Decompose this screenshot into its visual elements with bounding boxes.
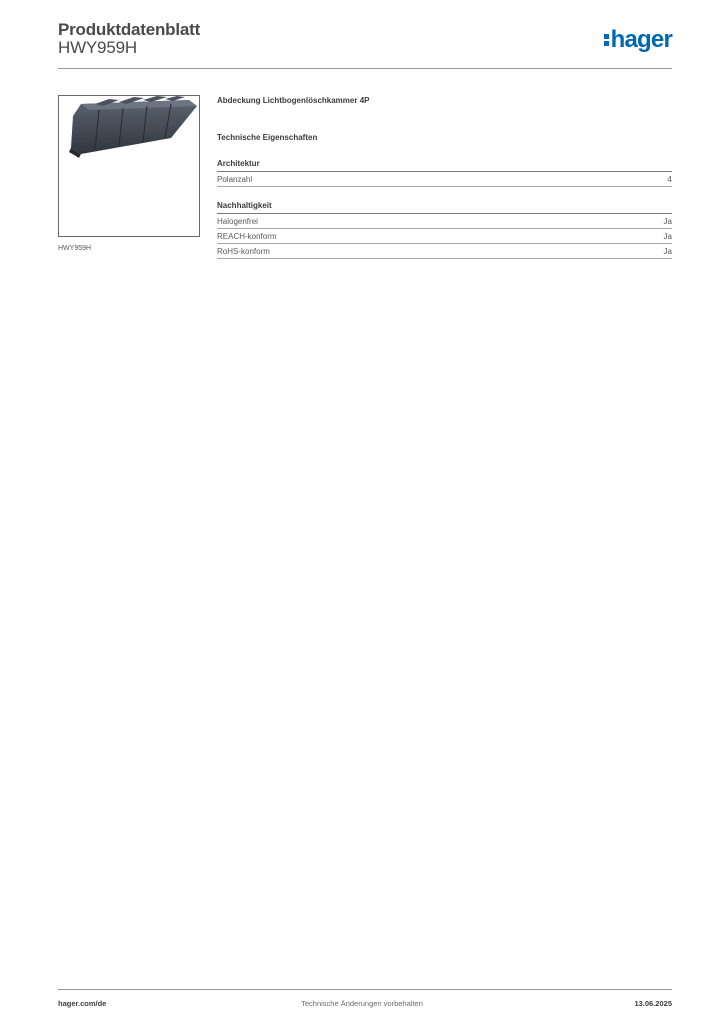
property-value: Ja [663,217,672,226]
property-label: Halogenfrei [217,217,258,226]
footer-notice: Technische Änderungen vorbehalten [301,999,423,1008]
product-code-subtitle: HWY959H [58,38,137,57]
footer-date: 13.06.2025 [634,999,672,1008]
property-label: Polanzahl [217,175,253,184]
product-image-frame [58,95,200,237]
header-divider [58,68,672,69]
hager-logo [604,28,672,52]
group-title: Nachhaltigkeit [217,201,672,214]
product-name: Abdeckung Lichtbogenlöschkammer 4P [217,96,370,105]
image-caption: HWY959H [58,245,92,252]
property-group [217,201,672,259]
document-title: Produktdatenblatt [58,20,201,39]
group-title: Architektur [217,159,672,172]
main-column [217,96,672,273]
property-row [217,214,672,229]
arc-chamber-cover-icon [59,96,201,238]
property-label: RoHS-konform [217,247,270,256]
section-title: Technische Eigenschaften [217,133,318,142]
property-label: REACH-konform [217,232,277,241]
property-value: Ja [663,232,672,241]
property-row [217,244,672,259]
property-row [217,172,672,187]
property-row [217,229,672,244]
logo-text: hager [610,26,672,53]
footer-website-link[interactable]: hager.com/de [58,999,107,1008]
property-group [217,159,672,187]
property-value: Ja [663,247,672,256]
footer-divider [58,989,672,990]
logo-dots-icon [604,28,609,48]
property-value: 4 [667,175,672,184]
